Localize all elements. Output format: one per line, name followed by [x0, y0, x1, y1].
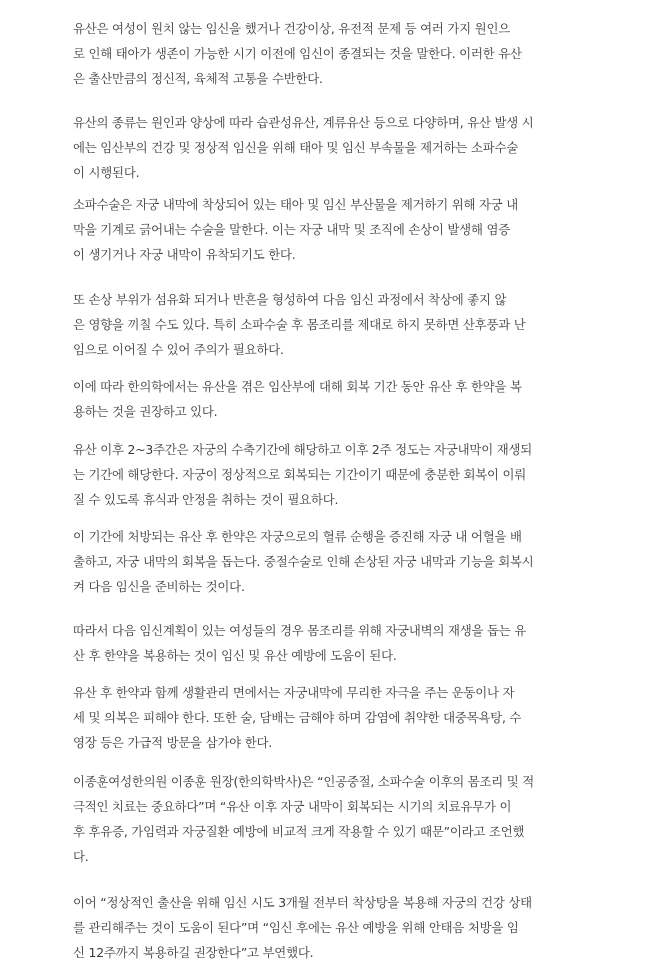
paragraph-closing-quote — [73, 890, 593, 965]
paragraph-types — [73, 110, 593, 185]
text-line: 유산 후 한약과 함께 생활관리 면에서는 자궁내막에 무리한 자극을 주는 운동이나 자 — [73, 685, 515, 700]
text-line: 다. — [73, 849, 89, 864]
text-line: 켜 다음 임신을 준비하는 것이다. — [73, 579, 245, 594]
paragraph-definition — [73, 16, 593, 91]
text-line: 임으로 이어질 수 있어 주의가 필요하다. — [73, 342, 284, 357]
text-line: 출하고, 자궁 내막의 회복을 돕는다. 중절수술로 인해 손상된 자궁 내막과 기능을 회복시 — [73, 554, 534, 569]
paragraph-curettage — [73, 192, 593, 267]
text-line: 또 손상 부위가 섬유화 되거나 반흔을 형성하여 다음 임신 과정에서 착상에 좋지 않 — [73, 292, 507, 307]
text-line: 유산의 종류는 원인과 양상에 따라 습관성유산, 계류유산 등으로 다양하며, 유산 발생 시 — [73, 115, 534, 130]
text-line: 후 후유증, 가임력과 자궁질환 예방에 비교적 크게 작용할 수 있기 때문”이라고 조언했 — [73, 824, 525, 839]
text-line: 에는 임산부의 건강 및 정상적 임신을 위해 태아 및 임신 부속물을 제거하는 소파수술 — [73, 140, 519, 155]
paragraph-lifestyle — [73, 680, 593, 755]
paragraph-doctor-quote — [73, 769, 593, 869]
text-line: 따라서 다음 임신계획이 있는 여성들의 경우 몸조리를 위해 자궁내벽의 재생을 돕는 유 — [73, 623, 527, 638]
text-line: 신 12주까지 복용하길 권장한다”고 부연했다. — [73, 945, 314, 960]
text-line: 로 인해 태아가 생존이 가능한 시기 이전에 임신이 종결되는 것을 말한다. 이러한 유산 — [73, 46, 522, 61]
text-line: 이 시행된다. — [73, 165, 140, 180]
text-line: 이에 따라 한의학에서는 유산을 겪은 임산부에 대해 회복 기간 동안 유산 후 한약을 복 — [73, 379, 522, 394]
text-line: 는 기간에 해당한다. 자궁이 정상적으로 회복되는 기간이기 때문에 충분한 회복이 이뤄 — [73, 467, 527, 482]
text-line: 유산은 여성이 원치 않는 임신을 했거나 건강이상, 유전적 문제 등 여러 가지 원인으 — [73, 21, 510, 36]
text-line: 소파수술은 자궁 내막에 착상되어 있는 태아 및 임신 부산물을 제거하기 위해 자궁 내 — [73, 197, 519, 212]
text-line: 질 수 있도록 휴식과 안정을 취하는 것이 필요하다. — [73, 492, 339, 507]
paragraph-prescription-effect — [73, 524, 593, 599]
text-line: 이종훈여성한의원 이종훈 원장(한의학박사)은 “인공중절, 소파수술 이후의 몸조리 및 적 — [73, 774, 535, 789]
text-line: 용하는 것을 권장하고 있다. — [73, 404, 218, 419]
text-line: 영장 등은 가급적 방문을 삼가야 한다. — [73, 735, 272, 750]
text-line: 세 및 의복은 피해야 한다. 또한 술, 담배는 금해야 하며 감염에 취약한 대중목욕탕, 수 — [73, 710, 522, 725]
paragraph-complications — [73, 287, 593, 362]
text-line: 이 기간에 처방되는 유산 후 한약은 자궁으로의 혈류 순행을 증진해 자궁 내 어혈을 배 — [73, 529, 522, 544]
text-line: 를 관리해주는 것이 도움이 된다”며 “임신 후에는 유산 예방을 위해 안태음 처방을 임 — [73, 920, 519, 935]
text-line: 극적인 치료는 중요하다”며 “유산 이후 자궁 내막이 회복되는 시기의 치료유무가 이 — [73, 799, 512, 814]
text-line: 이어 “정상적인 출산을 위해 임신 시도 3개월 전부터 착상탕을 복용해 자궁의 건강 상태 — [73, 895, 532, 910]
text-line: 은 출산만큼의 정신적, 육체적 고통을 수반한다. — [73, 71, 323, 86]
text-line: 산 후 한약을 복용하는 것이 임신 및 유산 예방에 도움이 된다. — [73, 648, 397, 663]
paragraph-pregnancy-plan — [73, 618, 593, 668]
text-line: 유산 이후 2~3주간은 자궁의 수축기간에 해당하고 이후 2주 정도는 자궁내막이 재생되 — [73, 442, 533, 457]
text-line: 은 영향을 끼칠 수도 있다. 특히 소파수술 후 몸조리를 제대로 하지 못하면 산후풍과 난 — [73, 317, 526, 332]
text-line: 막을 기계로 긁어내는 수술을 말한다. 이는 자궁 내막 및 조직에 손상이 발생해 염증 — [73, 222, 510, 237]
paragraph-herbal-recommendation — [73, 374, 593, 424]
paragraph-recovery-period — [73, 437, 593, 512]
text-line: 이 생기거나 자궁 내막이 유착되기도 한다. — [73, 247, 296, 262]
